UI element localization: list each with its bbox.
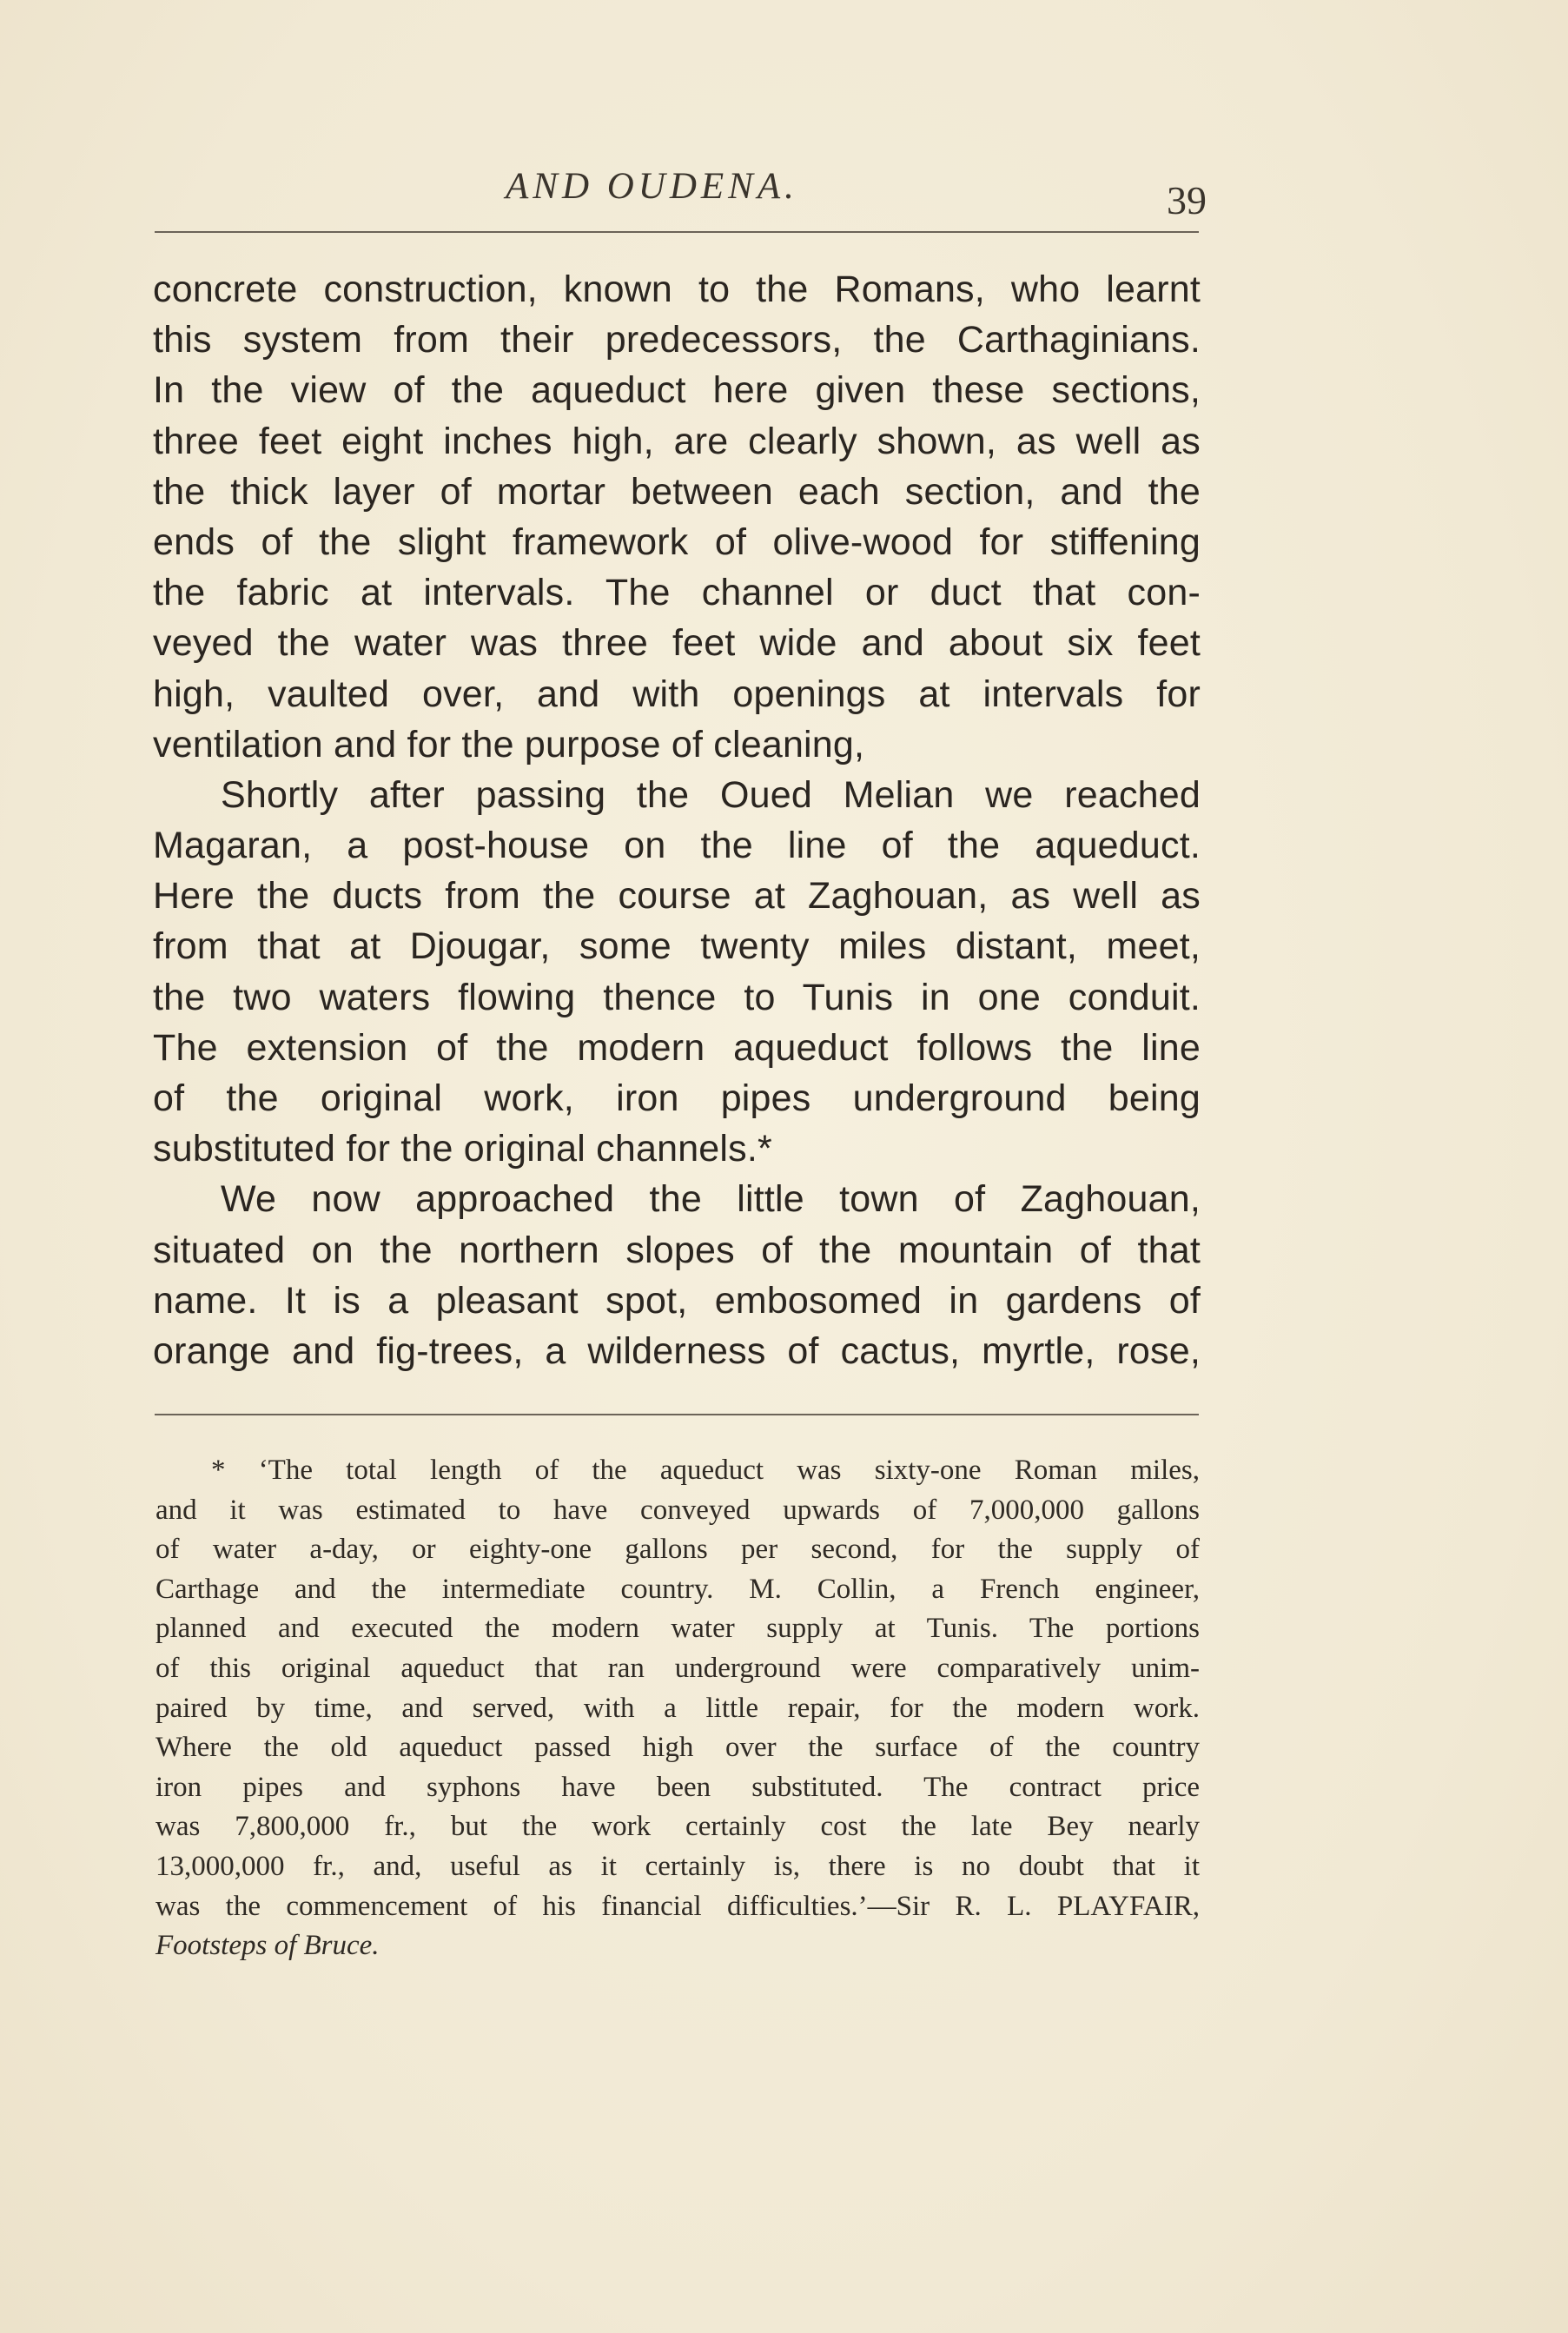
text-line: orange and fig-trees, a wilderness of cactus, myrtle, rose, bbox=[153, 1329, 1201, 1372]
text-line: three feet eight inches high, are clearly shown, as well as bbox=[153, 420, 1201, 462]
footnote-line: iron pipes and syphons have been substituted. The contract price bbox=[155, 1771, 1200, 1803]
page-number: 39 bbox=[1167, 178, 1207, 222]
text-line: ventilation and for the purpose of cleaning, bbox=[153, 723, 865, 766]
footnote-line: was 7,800,000 fr., but the work certainly cost the late Bey nearly bbox=[155, 1811, 1200, 1843]
text-line: Shortly after passing the Oued Melian we reached bbox=[221, 773, 1201, 816]
text-line: of the original work, iron pipes underground being bbox=[153, 1077, 1201, 1119]
footnote-line: Where the old aqueduct passed high over the surface of the country bbox=[155, 1732, 1200, 1764]
text-line: name. It is a pleasant spot, embosomed in gardens of bbox=[153, 1279, 1201, 1322]
running-head-title: AND OUDENA. bbox=[506, 166, 798, 207]
text-line: this system from their predecessors, the Carthaginians. bbox=[153, 319, 1201, 361]
footnote-line: of this original aqueduct that ran underground were comparatively unim- bbox=[155, 1652, 1200, 1684]
text-line: the two waters flowing thence to Tunis in one conduit. bbox=[153, 976, 1201, 1018]
text-line: from that at Djougar, some twenty miles distant, meet, bbox=[153, 925, 1201, 968]
text-line: In the view of the aqueduct here given these sections, bbox=[153, 369, 1201, 412]
footnote-rule bbox=[155, 1414, 1199, 1415]
header-rule bbox=[155, 231, 1199, 233]
text-line: the thick layer of mortar between each section, and the bbox=[153, 470, 1201, 513]
footnote-line: paired by time, and served, with a little repair, for the modern work. bbox=[155, 1692, 1200, 1724]
footnote-line: and it was estimated to have conveyed upwards of 7,000,000 gallons bbox=[155, 1494, 1200, 1526]
text-line: ends of the slight framework of olive-wood for stiffening bbox=[153, 520, 1201, 563]
footnote-line: 13,000,000 fr., and, useful as it certainly is, there is no doubt that it bbox=[155, 1850, 1200, 1882]
footnote-line: was the commencement of his financial difficulties.’—Sir R. L. PLAYFAIR, bbox=[155, 1890, 1200, 1922]
footnote-line: * ‘The total length of the aqueduct was sixty-one Roman miles, bbox=[211, 1455, 1200, 1486]
text-line: concrete construction, known to the Romans, who learnt bbox=[153, 268, 1201, 310]
text-line: the fabric at intervals. The channel or duct that con- bbox=[153, 572, 1201, 614]
footnote-line: Carthage and the intermediate country. M. Collin, a French engineer, bbox=[155, 1573, 1200, 1605]
text-line: Here the ducts from the course at Zaghouan, as well as bbox=[153, 875, 1201, 918]
text-line: We now approached the little town of Zaghouan, bbox=[221, 1178, 1201, 1221]
main-text bbox=[153, 264, 1201, 1376]
footnote-line: planned and executed the modern water supply at Tunis. The portions bbox=[155, 1613, 1200, 1645]
footnote-citation: Footsteps of Bruce. bbox=[155, 1930, 380, 1962]
text-line: substituted for the original channels.* bbox=[153, 1128, 772, 1170]
footnote-line: of water a-day, or eighty-one gallons per second, for the supply of bbox=[155, 1534, 1200, 1566]
text-line: Magaran, a post-house on the line of the aqueduct. bbox=[153, 825, 1201, 867]
running-head bbox=[0, 165, 1568, 222]
text-line: The extension of the modern aqueduct follows the line bbox=[153, 1026, 1201, 1069]
footnote bbox=[155, 1451, 1200, 1966]
text-line: veyed the water was three feet wide and about six feet bbox=[153, 622, 1201, 665]
text-line: high, vaulted over, and with openings at intervals for bbox=[153, 673, 1201, 715]
text-line: situated on the northern slopes of the mountain of that bbox=[153, 1229, 1201, 1271]
